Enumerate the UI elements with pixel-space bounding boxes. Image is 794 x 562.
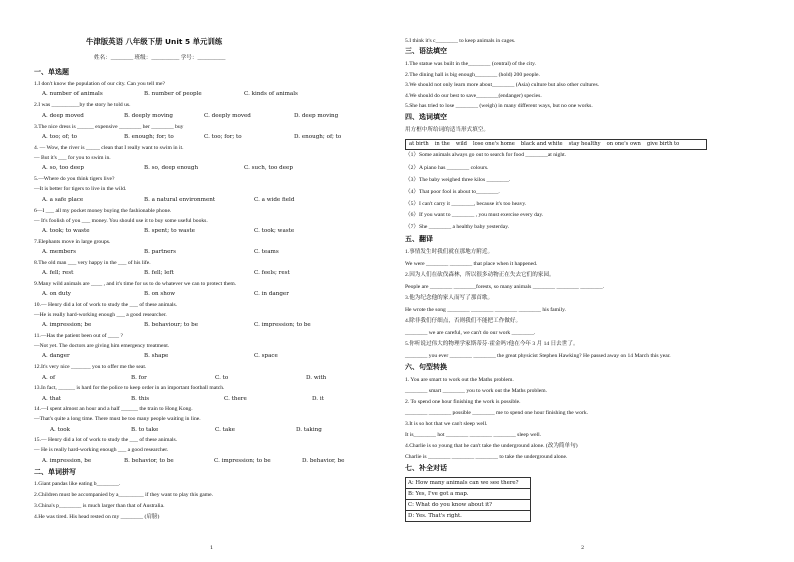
translate-4-en: ________ we are careful, we can't do our work ________. xyxy=(405,330,536,336)
translate-5-cn: 5.你听说过伟大的物理学家斯蒂芬·霍金吗?他在今年 3 月 14 日去世了。 xyxy=(405,341,579,347)
q6-text: 6—I ___ all my pocket money buying the fashionable phone. xyxy=(34,208,172,214)
section-5-heading: 五、翻译 xyxy=(405,235,433,243)
section-2-heading: 二、单词拼写 xyxy=(34,468,76,476)
dialogue-option: D: Yes. That's right. xyxy=(408,513,462,519)
q11-option: B. shape xyxy=(144,353,169,359)
q5-option: B. a natural environment xyxy=(144,197,216,203)
q13-text: 13.In fact, ______ is hard for the police to keep order in an important football match. xyxy=(34,385,225,391)
grammar-3: 3.We should not only learn more about________ (Asia) culture but also other cultures. xyxy=(405,82,600,88)
q7-option: B. partners xyxy=(144,249,176,255)
q14-option: D. taking xyxy=(296,427,322,433)
translate-1-cn: 1.事情发生时我们就在那地方附近。 xyxy=(405,249,494,255)
translate-2-cn: 2.因为人们在砍伐森林，所以很多动物正在失去它们的家园。 xyxy=(405,272,555,278)
q15-option: C. impression; to be xyxy=(214,458,271,464)
rewrite-4: 4.Charlie is so young that he can't take the underground alone. (改为简单句) xyxy=(405,443,578,449)
q3-option: A. too; of; to xyxy=(42,134,77,140)
word-box-item: lose one's home xyxy=(472,141,515,147)
q12-text: 12.It's very nice _______ you to offer me the seat. xyxy=(34,364,147,370)
q12-option: A. of xyxy=(42,375,56,381)
spelling-1: 1.Giant pandas like eating b________. xyxy=(34,481,121,487)
word-box-item: wild xyxy=(455,141,467,147)
q6-option: B. spent; to waste xyxy=(144,228,195,234)
grammar-4: 4.We should do our best to save________(endanger) species. xyxy=(405,93,542,99)
q5-option: A. a safe place xyxy=(42,197,84,203)
q13-option: D. it xyxy=(312,396,324,402)
q10-option: A. impression; be xyxy=(42,322,92,328)
q11-text-b: —Not yet. The doctors are giving him emergency treatment. xyxy=(34,343,170,349)
q4-option: C. such, too deep xyxy=(244,165,293,171)
q13-option: C. there xyxy=(224,396,247,402)
word-fill-5: （5）I can't carry it ________, because it's too heavy. xyxy=(405,201,527,207)
q3-option: B. enough; for; to xyxy=(124,134,174,140)
section-3-heading: 三、语法填空 xyxy=(405,47,447,55)
rewrite-2: 2. To spend one hour finishing the work is possible. xyxy=(405,399,521,405)
translate-4-cn: 4.除非我们仔细点，否则我们不能把工作做好。 xyxy=(405,318,522,324)
q2-option: B. deeply moving xyxy=(124,113,173,119)
q9-option: C. in danger xyxy=(254,291,289,297)
q8-text: 8.The old man ___ very happy in the ___ of his life. xyxy=(34,260,151,266)
q6-text-b: — It's foolish of you ___ money. You should use it to buy some useful books. xyxy=(34,218,208,224)
rewrite-1: 1. You are smart to work out the Maths problem. xyxy=(405,377,514,383)
q1-text: 1.I don't know the population of our city. Can you tell me? xyxy=(34,81,165,87)
grammar-2: 2.The dining hall is big enough________ (hold) 200 people. xyxy=(405,72,540,78)
word-box-item: at birth xyxy=(409,141,429,147)
q15-option: B. behavior, to be xyxy=(124,458,174,464)
q7-text: 7.Elephants move in large groups. xyxy=(34,239,111,245)
word-fill-4: （4）That poor fool is about to________. xyxy=(405,189,500,195)
q4-option: B. so, deep enough xyxy=(144,165,199,171)
q10-text: 10.— Henry did a lot of work to study the ___ of these animals. xyxy=(34,302,178,308)
q1-option: A. number of animals xyxy=(42,91,103,97)
q5-text-b: —It is better for tigers to live in the wild. xyxy=(34,186,127,192)
spelling-4: 4.He was tired. His head rested on my ________ (肩膀) xyxy=(34,514,160,520)
q12-option: D. with xyxy=(306,375,327,381)
q5-text: 5.—Where do you think tigers live? xyxy=(34,176,115,182)
q15-option: D. behavior, be xyxy=(302,458,345,464)
translate-1-en: We were ________ ________ that place when it happened. xyxy=(405,261,538,267)
q10-option: B. behaviour; to be xyxy=(144,322,199,328)
word-box xyxy=(405,139,707,150)
translate-5-en: ________ you ever ________ ________ the great physicist Stephen Hawking? He passed away on 14 March this year. xyxy=(405,353,671,359)
q15-text: 15.— Henry did a lot of work to study the ___ of these animals. xyxy=(34,437,178,443)
q2-option: A. deep moved xyxy=(42,113,84,119)
q8-option: C. feels; rest xyxy=(254,270,290,276)
word-box-item: in the xyxy=(434,141,450,147)
q1-option: C. kinds of animals xyxy=(244,91,298,97)
word-fill-6: （6）If you want to ________ , you must exercise every day. xyxy=(405,212,544,218)
q10-option: C. impression; to be xyxy=(254,322,311,328)
q9-text: 9.Many wild animals are ____ , and it's time for us to do whatever we can to protect them. xyxy=(34,281,237,287)
dialogue-option: A: How many animals can we see there? xyxy=(406,478,530,489)
q14-option: A. took xyxy=(50,427,70,433)
word-box-instruction: 用方框中所给词的适当形式填空。 xyxy=(405,127,489,133)
q8-option: B. fell; left xyxy=(144,270,174,276)
q13-option: B. this xyxy=(131,396,150,402)
spelling-5: 5.I think it's c________ to keep animals in cages. xyxy=(405,38,516,44)
q11-option: C. space xyxy=(254,353,278,359)
section-6-heading: 六、句型转换 xyxy=(405,363,447,371)
rewrite-3-answer: It is________ hot ________ ________ ________ sleep well. xyxy=(405,432,542,438)
q3-option: C. too; for; to xyxy=(204,134,242,140)
word-box-item: stay healthy xyxy=(568,141,601,147)
word-fill-2: （2）A piano has ________ colours. xyxy=(405,165,489,171)
rewrite-3: 3.It is so hot that we can't sleep well. xyxy=(405,421,488,427)
q15-option: A. impression, be xyxy=(42,458,92,464)
q14-text-b: —That's quite a long time. There must be too many people waiting in line. xyxy=(34,416,201,422)
q2-option: D. deep moving xyxy=(294,113,339,119)
word-box-item: give birth to xyxy=(646,141,680,147)
translate-3-cn: 3.他为纪念他的家人而写了那首歌。 xyxy=(405,295,494,301)
q6-option: C. took; waste xyxy=(254,228,295,234)
q11-option: A. danger xyxy=(42,353,70,359)
q9-option: A. on duty xyxy=(42,291,71,297)
word-box-item: on one's own xyxy=(606,141,641,147)
student-info-line: 姓名：________ 班级：__________ 学号：__________ xyxy=(94,55,226,61)
q3-text: 3.The nice dress is ______ expensive ________ her ________ buy xyxy=(34,124,184,130)
q1-option: B. number of people xyxy=(144,91,202,97)
word-fill-1: （1）Some animals always go out to search for food ________at night. xyxy=(405,152,567,158)
q12-option: C. to xyxy=(215,375,229,381)
q10-text-b: —He is really hard-working enough ___ a good researcher. xyxy=(34,312,167,318)
dialogue-option: B: Yes, I've got a map. xyxy=(406,489,530,500)
q14-option: B. to take xyxy=(131,427,159,433)
dialogue-options-box xyxy=(405,477,531,522)
q2-option: C. deeply moved xyxy=(204,113,251,119)
q2-text: 2.I was __________by the story he told us. xyxy=(34,102,131,108)
page-title: 牛津版英语 八年级下册 Unit 5 单元训练 xyxy=(86,37,223,46)
q5-option: C. a wide field xyxy=(254,197,295,203)
q13-option: A. that xyxy=(42,396,62,402)
q4-text-b: — But it's ___ for you to swim in. xyxy=(34,155,111,161)
word-box-item: black and white xyxy=(520,141,563,147)
dialogue-option: C: What do you know about it? xyxy=(406,500,530,511)
q7-option: A. members xyxy=(42,249,76,255)
q14-option: C. take xyxy=(215,427,235,433)
grammar-1: 1.The statue was built in the________ (central) of the city. xyxy=(405,61,536,67)
q4-text: 4. — Wow, the river is _____ clean that I really want to swim in it. xyxy=(34,145,184,151)
translate-3-en: He wrote the song ________ ________ ________ ________ his family. xyxy=(405,307,566,313)
q9-option: B. on show xyxy=(144,291,176,297)
spelling-3: 3.China's p________ is much larger than that of Australia. xyxy=(34,503,165,509)
q4-option: A. so, too deep xyxy=(42,165,84,171)
rewrite-1-answer: ________ smart ________ you to work out the Maths problem. xyxy=(405,388,548,394)
rewrite-2-answer: ________ ________ possible ________ me to spend one hour finishing the work. xyxy=(405,410,589,416)
q8-option: A. fell; rest xyxy=(42,270,74,276)
section-1-heading: 一、单选题 xyxy=(34,68,69,76)
page-number: 2 xyxy=(581,545,585,551)
page-number: 1 xyxy=(210,545,214,551)
q11-text: 11.—Has the patient been out of ____ ? xyxy=(34,333,123,339)
section-7-heading: 七、补全对话 xyxy=(405,464,447,472)
word-fill-3: （3）The baby weighed three kilos ________. xyxy=(405,177,511,183)
q3-option: D. enough; of; to xyxy=(294,134,342,140)
q7-option: C. teams xyxy=(254,249,279,255)
spelling-2: 2.Children must be accompanied by a_________ if they want to play this game. xyxy=(34,492,213,498)
section-4-heading: 四、选词填空 xyxy=(405,113,447,121)
grammar-5: 5.She has tried to lose ________ (weigh) in many different ways, but no one works. xyxy=(405,103,593,109)
rewrite-4-answer: Charlie is ________ ________ ________ to take the underground alone. xyxy=(405,454,568,460)
translate-2-en: People are ________ ________forests, so many animals ________ ________ ________. xyxy=(405,284,605,290)
word-fill-7: （7）She ________ a healthy baby yesterday. xyxy=(405,224,510,230)
q12-option: B. for xyxy=(131,375,147,381)
q14-text: 14.—I spent almost an hour and a half ______ the train to Hong Kong. xyxy=(34,406,193,412)
q15-text-b: — He is really hard-working enough ___ a good researcher. xyxy=(34,447,169,453)
q6-option: A. took; to waste xyxy=(42,228,90,234)
